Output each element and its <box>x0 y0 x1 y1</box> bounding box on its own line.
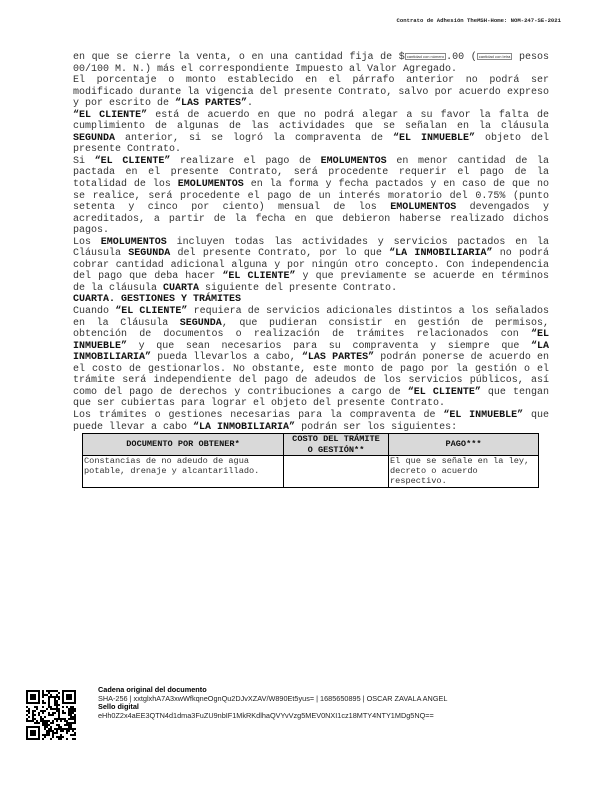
qr-code-icon <box>26 690 76 740</box>
bold-text: “LA INMOBILIARIA” <box>73 340 549 364</box>
text: que puede llevar a cabo <box>73 409 550 433</box>
paragraph <box>73 156 549 237</box>
bold-text: SEGUNDA <box>128 248 171 260</box>
text: Si <box>73 155 95 167</box>
bold-text: “EL CLIENTE” <box>94 155 171 167</box>
cell-document: Constancias de no adeudo de agua potable, drenaje y alcantarillado. <box>83 456 284 488</box>
bold-text: “EL INMUEBLE” <box>393 132 476 144</box>
bold-text: EMOLUMENTOS <box>390 202 457 214</box>
sello-value: eHh0Z2x4aEE3QTN4d1dma3FuZU9nbIF1MkRKdlhaQVYvVzg5MEV0NXI1cz18MTY4NTY1MDg5NQ== <box>98 710 434 720</box>
cadena-title: Cadena original del documento <box>98 685 207 694</box>
bold-text: “EL CLIENTE” <box>73 109 148 121</box>
amount-placeholder-field: cantidad con número <box>406 54 445 59</box>
document-body <box>73 52 549 488</box>
table-header-row <box>83 434 539 456</box>
text: .00 ( <box>446 52 477 63</box>
text: en la forma y fecha pactados y en caso de que no se realice, será procedente el pago de un interés moratorio del 0.75% (punto setenta y cinco por ciento) mensual de los <box>73 179 549 214</box>
text: El porcentaje o monto establecido en el párrafo anterior no podrá ser modificado durante la vigencia del presente Contrato, salvo por acuerdo expreso y por escrito de <box>73 75 549 110</box>
paragraph <box>73 237 549 295</box>
bold-text: EMOLUMENTOS <box>177 179 244 191</box>
text: realizare el pago de <box>170 155 321 167</box>
text: del presente Contrato, por lo que <box>170 248 390 260</box>
bold-text: “LAS PARTES” <box>301 352 375 364</box>
bold-text: “EL CLIENTE” <box>407 386 481 398</box>
header-payment: PAGO*** <box>389 434 539 456</box>
text: devengados y acreditados, a partir de la fecha en que debieron haberse realizado dichos pagos. <box>73 202 550 237</box>
text: que tengan que ser cubiertas para lograr el objeto del presente Contrato. <box>73 386 549 410</box>
text: en que se cierre la venta, o en una cantidad fija de $ <box>73 52 405 63</box>
cell-payment: El que se señale en la ley, decreto o acuerdo respectivo. <box>389 456 539 488</box>
cell-cost <box>284 456 389 488</box>
paragraph <box>73 75 549 110</box>
sello-title: Sello digital <box>98 702 139 712</box>
text: pueda llevarlos a cabo, <box>151 352 302 364</box>
text: está de acuerdo en que no podrá alegar a su favor la falta de cumplimiento de algunas de las actividades que se señalan en la cláusula <box>73 109 549 133</box>
cadena-value: SHA-256 | xxtglxhA7A3xwWfkqneOgnQu2DJvXZAV/W890Et5yus= | 1685650895 | OSCAR ZAVALA ANGEL <box>98 693 448 703</box>
paragraph <box>73 306 549 410</box>
bold-text: “EL CLIENTE” <box>222 271 296 283</box>
bold-text: SEGUNDA <box>179 317 222 329</box>
bold-text: CUARTA. GESTIONES Y TRÁMITES <box>73 294 242 306</box>
text: objeto del presente Contrato. <box>73 132 550 156</box>
text: Los trámites o gestiones necesarias para la compraventa de <box>73 409 444 421</box>
text: y que previamente se acuerde en términos de la cláusula <box>73 271 549 294</box>
paragraph <box>73 410 549 433</box>
bold-text: EMOLUMENTOS <box>100 236 167 248</box>
text: podrán ser los siguientes: <box>295 421 458 433</box>
header-document: DOCUMENTO POR OBTENER* <box>83 434 284 456</box>
text: podrán ponerse de acuerdo en el costo de gestionarlos. No obstante, este monto de pago por la gestión o el trámite será independiente del pago de adeudos de los servicios públicos, así como del pago de derechos y contribuciones a cargo de <box>73 352 550 398</box>
text: incluyen todas las actividades y servicios pactados en la Cláusula <box>73 236 549 260</box>
bold-text: “LAS PARTES” <box>175 98 248 110</box>
bold-text: “LA INMOBILIARIA” <box>389 248 493 260</box>
bold-text: EMOLUMENTOS <box>320 155 387 167</box>
header-cost: COSTO DEL TRÁMITE O GESTIÓN** <box>284 434 389 456</box>
bold-text: “LA INMOBILIARIA” <box>193 421 296 433</box>
bold-text: “EL CLIENTE” <box>115 306 188 318</box>
text: no podrá cobrar cantidad adicional alguna y por ningún otro concepto. Con independencia del pago que deba hacer <box>73 248 549 283</box>
amount-placeholder-field: cantidad con letra <box>478 54 511 59</box>
procedures-table <box>82 433 539 488</box>
bold-text: CUARTA <box>163 282 200 294</box>
page-header: Contrato de Adhesión TheMSH-Home: NOM-247-SE-2021 <box>396 17 561 24</box>
paragraph <box>73 52 549 75</box>
text: siguiente del presente Contrato. <box>199 282 398 294</box>
table-row <box>83 456 539 488</box>
text: Los <box>73 236 101 248</box>
paragraph <box>73 110 549 156</box>
text: en menor cantidad de la pactada en el presente Contrato, será procedente requerir el pago de la totalidad de los <box>73 155 549 191</box>
paragraph <box>73 294 549 306</box>
bold-text: SEGUNDA <box>73 132 116 144</box>
text: requiera de servicios adicionales distintos a los señalados en la Cláusula <box>73 306 549 329</box>
text: , que pudieran consistir en gestión de permisos, obtención de documentos o realización de trámites relacionados con <box>73 317 550 341</box>
text: y que sean necesarios para su compraventa y siempre que <box>127 340 531 352</box>
bold-text: “EL INMUEBLE” <box>73 329 549 352</box>
paragraphs <box>73 52 549 433</box>
text: Cuando <box>73 306 116 318</box>
bold-text: “EL INMUEBLE” <box>443 409 524 421</box>
text: pesos 00/100 M. N.) más el correspondiente Impuesto al Valor Agregado. <box>73 52 549 75</box>
text: anterior, si se logró la compraventa de <box>115 132 393 144</box>
text: . <box>247 98 254 110</box>
